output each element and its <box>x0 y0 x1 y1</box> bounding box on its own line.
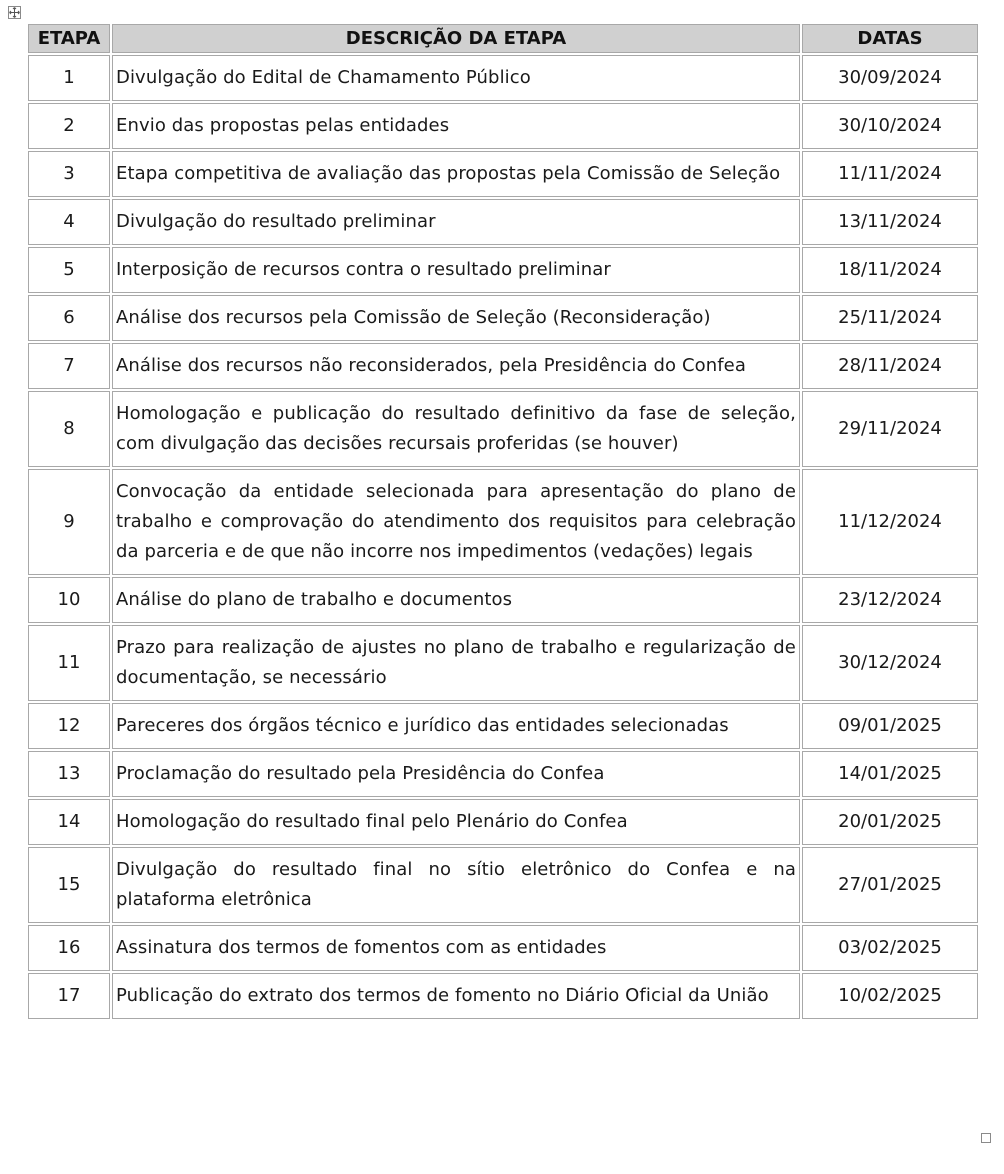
stage-number-cell: 12 <box>28 703 110 749</box>
stage-number-cell: 4 <box>28 199 110 245</box>
stage-number-cell: 2 <box>28 103 110 149</box>
stage-date-cell: 27/01/2025 <box>802 847 978 923</box>
four-arrows-icon <box>9 7 20 18</box>
table-row <box>28 925 978 971</box>
table-resize-handle[interactable] <box>981 1133 991 1143</box>
table-row <box>28 799 978 845</box>
table-row <box>28 55 978 101</box>
table-row <box>28 247 978 293</box>
table-row <box>28 577 978 623</box>
stage-description-cell: Proclamação do resultado pela Presidência do Confea <box>112 751 800 797</box>
stage-description-cell: Homologação e publicação do resultado definitivo da fase de seleção, com divulgação das decisões recursais proferidas (se houver) <box>112 391 800 467</box>
stage-description-cell: Homologação do resultado final pelo Plenário do Confea <box>112 799 800 845</box>
stage-date-cell: 30/12/2024 <box>802 625 978 701</box>
table-row <box>28 295 978 341</box>
stage-number-cell: 16 <box>28 925 110 971</box>
stage-description-cell: Análise dos recursos pela Comissão de Seleção (Reconsideração) <box>112 295 800 341</box>
stage-date-cell: 13/11/2024 <box>802 199 978 245</box>
header-description: DESCRIÇÃO DA ETAPA <box>112 24 800 53</box>
stage-date-cell: 30/10/2024 <box>802 103 978 149</box>
stage-number-cell: 17 <box>28 973 110 1019</box>
table-move-handle-icon[interactable] <box>8 6 21 19</box>
table-row <box>28 103 978 149</box>
stage-date-cell: 20/01/2025 <box>802 799 978 845</box>
header-dates: DATAS <box>802 24 978 53</box>
table-row <box>28 847 978 923</box>
stage-number-cell: 13 <box>28 751 110 797</box>
stage-description-cell: Análise do plano de trabalho e documentos <box>112 577 800 623</box>
stage-number-cell: 3 <box>28 151 110 197</box>
stage-number-cell: 15 <box>28 847 110 923</box>
stage-description-cell: Envio das propostas pelas entidades <box>112 103 800 149</box>
stage-date-cell: 11/12/2024 <box>802 469 978 575</box>
table-row <box>28 625 978 701</box>
stage-date-cell: 11/11/2024 <box>802 151 978 197</box>
stage-number-cell: 14 <box>28 799 110 845</box>
stage-description-cell: Assinatura dos termos de fomentos com as entidades <box>112 925 800 971</box>
table-body <box>28 55 978 1019</box>
table-header-row <box>28 24 978 53</box>
stage-date-cell: 30/09/2024 <box>802 55 978 101</box>
header-stage: ETAPA <box>28 24 110 53</box>
table-row <box>28 391 978 467</box>
stage-date-cell: 18/11/2024 <box>802 247 978 293</box>
table-row <box>28 469 978 575</box>
stage-date-cell: 23/12/2024 <box>802 577 978 623</box>
stage-number-cell: 5 <box>28 247 110 293</box>
stage-description-cell: Pareceres dos órgãos técnico e jurídico das entidades selecionadas <box>112 703 800 749</box>
stage-number-cell: 1 <box>28 55 110 101</box>
stage-description-cell: Prazo para realização de ajustes no plano de trabalho e regularização de documentação, se necessário <box>112 625 800 701</box>
schedule-table <box>26 22 980 1021</box>
table-row <box>28 343 978 389</box>
stage-number-cell: 7 <box>28 343 110 389</box>
stage-description-cell: Convocação da entidade selecionada para apresentação do plano de trabalho e comprovação do atendimento dos requisitos para celebração da parceria e de que não incorre nos impedimentos (vedações) legais <box>112 469 800 575</box>
stage-number-cell: 8 <box>28 391 110 467</box>
stage-description-cell: Etapa competitiva de avaliação das propostas pela Comissão de Seleção <box>112 151 800 197</box>
stage-number-cell: 6 <box>28 295 110 341</box>
stage-number-cell: 10 <box>28 577 110 623</box>
stage-number-cell: 11 <box>28 625 110 701</box>
stage-description-cell: Publicação do extrato dos termos de fomento no Diário Oficial da União <box>112 973 800 1019</box>
stage-date-cell: 09/01/2025 <box>802 703 978 749</box>
table-row <box>28 973 978 1019</box>
stage-date-cell: 29/11/2024 <box>802 391 978 467</box>
stage-date-cell: 28/11/2024 <box>802 343 978 389</box>
stage-date-cell: 10/02/2025 <box>802 973 978 1019</box>
stage-date-cell: 14/01/2025 <box>802 751 978 797</box>
stage-description-cell: Divulgação do resultado final no sítio eletrônico do Confea e na plataforma eletrônica <box>112 847 800 923</box>
stage-description-cell: Interposição de recursos contra o resultado preliminar <box>112 247 800 293</box>
table-row <box>28 751 978 797</box>
table-row <box>28 151 978 197</box>
stage-description-cell: Divulgação do Edital de Chamamento Público <box>112 55 800 101</box>
stage-date-cell: 03/02/2025 <box>802 925 978 971</box>
stage-date-cell: 25/11/2024 <box>802 295 978 341</box>
stage-number-cell: 9 <box>28 469 110 575</box>
table-row <box>28 703 978 749</box>
stage-description-cell: Análise dos recursos não reconsiderados, pela Presidência do Confea <box>112 343 800 389</box>
table-row <box>28 199 978 245</box>
stage-description-cell: Divulgação do resultado preliminar <box>112 199 800 245</box>
